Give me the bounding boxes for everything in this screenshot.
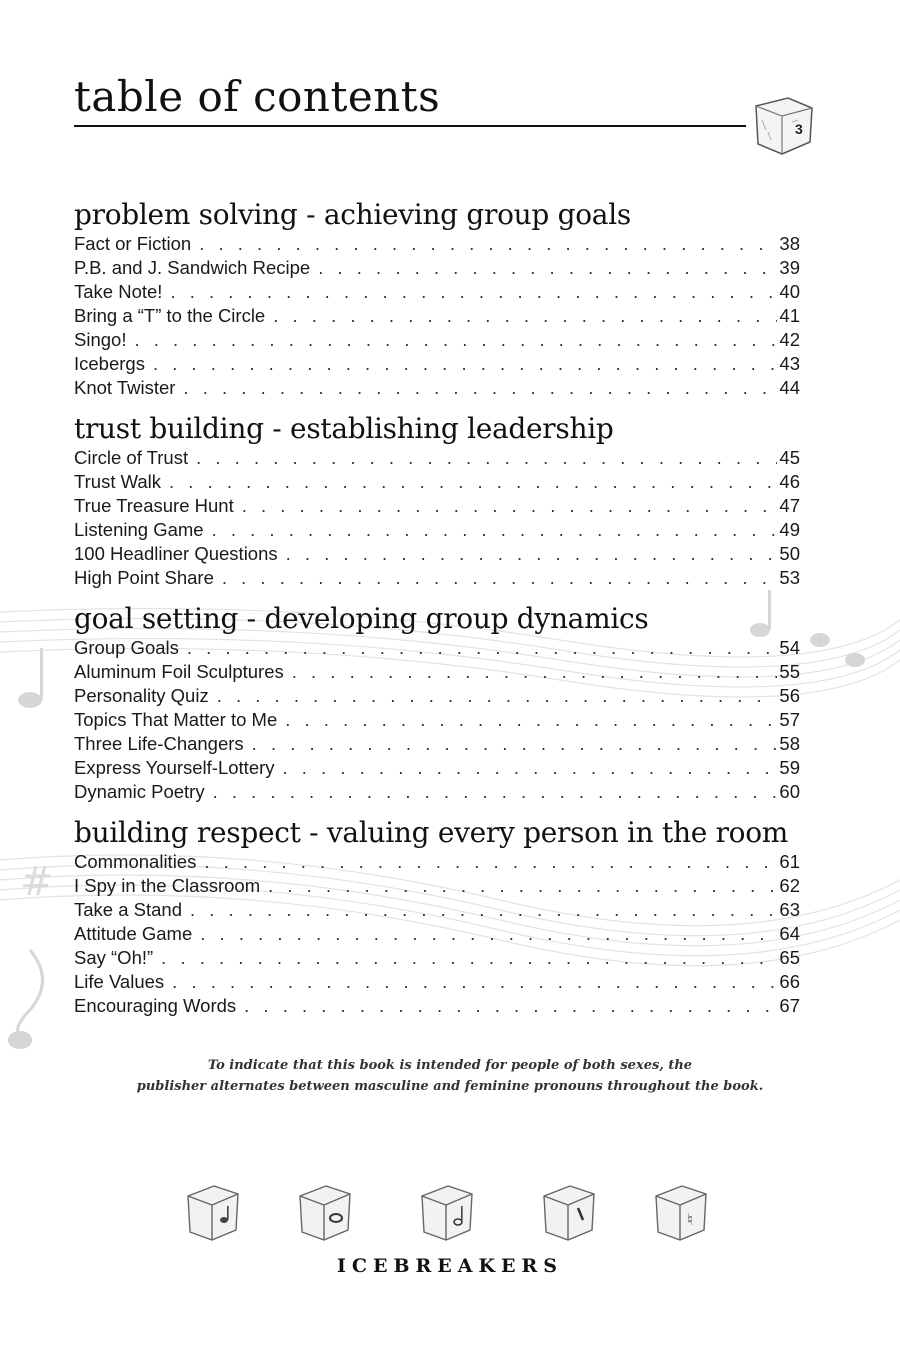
entry-page: 45 [779,447,800,468]
entry-page: 42 [779,329,800,350]
entry-page: 50 [779,543,800,564]
entry-page: 46 [779,471,800,492]
section-heading: problem solving - achieving group goals [74,198,631,231]
toc-entry[interactable] [74,850,800,874]
ice-cube-icon [188,1186,238,1240]
leader-dots [268,874,777,898]
footnote-line: To indicate that this book is intended for people of both sexes, the [207,1058,693,1073]
entry-page: 56 [779,685,800,706]
entry-title: Personality Quiz [74,685,209,706]
entry-title: True Treasure Hunt [74,495,234,516]
entry-title: Express Yourself-Lottery [74,757,275,778]
leader-dots [170,280,777,304]
entry-page: 66 [779,971,800,992]
leader-dots [134,328,777,352]
leader-dots [292,660,778,684]
leader-dots [212,518,778,542]
entry-title: Fact or Fiction [74,233,192,254]
toc-entry[interactable] [74,946,800,970]
entry-title: Life Values [74,971,165,992]
entry-page: 59 [779,757,800,778]
entry-page: 40 [779,281,800,302]
leader-dots [172,970,777,994]
brand-logo-text: ICEBREAKERS [336,1255,564,1277]
toc-entry[interactable] [74,780,800,804]
toc-entry[interactable] [74,566,800,590]
toc-entry[interactable] [74,470,800,494]
toc-section-goal-setting [74,602,800,804]
entry-title: Say “Oh!” [74,947,154,968]
leader-dots [190,898,777,922]
ice-cube-icon [544,1186,594,1240]
toc-entry[interactable] [74,970,800,994]
page-number: 3 [795,121,803,137]
ice-cube-icon [656,1186,706,1240]
entry-title: Trust Walk [74,471,162,492]
leader-dots [283,756,778,780]
toc-entry[interactable] [74,874,800,898]
entry-title: Take a Stand [74,899,182,920]
toc-section-problem-solving [74,198,800,400]
leader-dots [244,994,777,1018]
entry-page: 49 [779,519,800,540]
entry-page: 58 [779,733,800,754]
entry-title: Commonalities [74,851,197,872]
section-heading: building respect - valuing every person in the room [74,816,789,849]
leader-dots [273,304,777,328]
title-rule [74,125,746,127]
toc-section-building-respect [74,816,800,1018]
leader-dots [242,494,778,518]
toc-entry[interactable] [74,232,800,256]
entry-title: Icebergs [74,353,145,374]
toc-section-trust-building [74,412,800,590]
leader-dots [161,946,777,970]
toc-entry[interactable] [74,328,800,352]
leader-dots [187,636,778,660]
toc-entry[interactable] [74,352,800,376]
toc-entry[interactable] [74,994,800,1018]
svg-text:♮: ♮ [687,1210,693,1229]
entry-title: Encouraging Words [74,995,237,1016]
toc-entry[interactable] [74,446,800,470]
entry-title: Listening Game [74,519,204,540]
entry-page: 63 [779,899,800,920]
entry-title: Three Life-Changers [74,733,244,754]
ice-cubes-row [180,1178,740,1248]
toc-entry[interactable] [74,376,800,400]
entry-page: 67 [779,995,800,1016]
entry-title: Dynamic Poetry [74,781,205,802]
entry-title: Circle of Trust [74,447,189,468]
leader-dots [204,850,777,874]
entry-page: 39 [779,257,800,278]
entry-title: Singo! [74,329,127,350]
toc-entry[interactable] [74,922,800,946]
leader-dots [169,470,777,494]
entry-title: High Point Share [74,567,214,588]
toc-entry[interactable] [74,636,800,660]
toc-entry[interactable] [74,256,800,280]
entry-page: 53 [779,567,800,588]
toc-entry[interactable] [74,756,800,780]
entry-title: Knot Twister [74,377,176,398]
entry-page: 41 [779,305,800,326]
entry-page: 55 [779,661,800,682]
section-heading: trust building - establishing leadership [74,412,614,445]
entry-title: Group Goals [74,637,179,658]
entry-title: Attitude Game [74,923,193,944]
entry-title: I Spy in the Classroom [74,875,261,896]
entry-page: 61 [779,851,800,872]
ice-cube-icon [300,1186,350,1240]
toc-entry[interactable] [74,494,800,518]
entry-title: 100 Headliner Questions [74,543,278,564]
leader-dots [286,542,778,566]
section-heading: goal setting - developing group dynamics [74,602,649,635]
leader-dots [200,922,777,946]
toc-entry[interactable] [74,708,800,732]
toc-entry[interactable] [74,684,800,708]
leader-dots [213,780,778,804]
leader-dots [196,446,777,470]
leader-dots [217,684,778,708]
table-of-contents [74,198,800,1030]
ice-cube-icon [422,1186,472,1240]
ice-cube-icon [748,92,818,162]
leader-dots [285,708,777,732]
entry-page: 38 [779,233,800,254]
page-title: table of contents [74,72,441,121]
leader-dots [183,376,777,400]
entry-page: 44 [779,377,800,398]
entry-page: 64 [779,923,800,944]
svg-text:#: # [20,859,54,905]
footnote [100,1055,800,1097]
leader-dots [222,566,778,590]
entry-page: 47 [779,495,800,516]
leader-dots [199,232,777,256]
entry-title: Take Note! [74,281,163,302]
entry-title: Aluminum Foil Sculptures [74,661,284,682]
toc-entry[interactable] [74,898,800,922]
toc-entry[interactable] [74,660,800,684]
leader-dots [252,732,778,756]
entry-page: 60 [779,781,800,802]
toc-entry[interactable] [74,518,800,542]
toc-entry[interactable] [74,280,800,304]
entry-title: Bring a “T” to the Circle [74,305,266,326]
toc-entry[interactable] [74,542,800,566]
entry-page: 54 [779,637,800,658]
entry-page: 62 [779,875,800,896]
entry-page: 43 [779,353,800,374]
entry-title: P.B. and J. Sandwich Recipe [74,257,311,278]
entry-page: 65 [779,947,800,968]
entry-title: Topics That Matter to Me [74,709,278,730]
leader-dots [153,352,777,376]
toc-entry[interactable] [74,732,800,756]
toc-entry[interactable] [74,304,800,328]
entry-page: 57 [779,709,800,730]
leader-dots [318,256,777,280]
footnote-line: publisher alternates between masculine and feminine pronouns throughout the book. [136,1079,764,1094]
